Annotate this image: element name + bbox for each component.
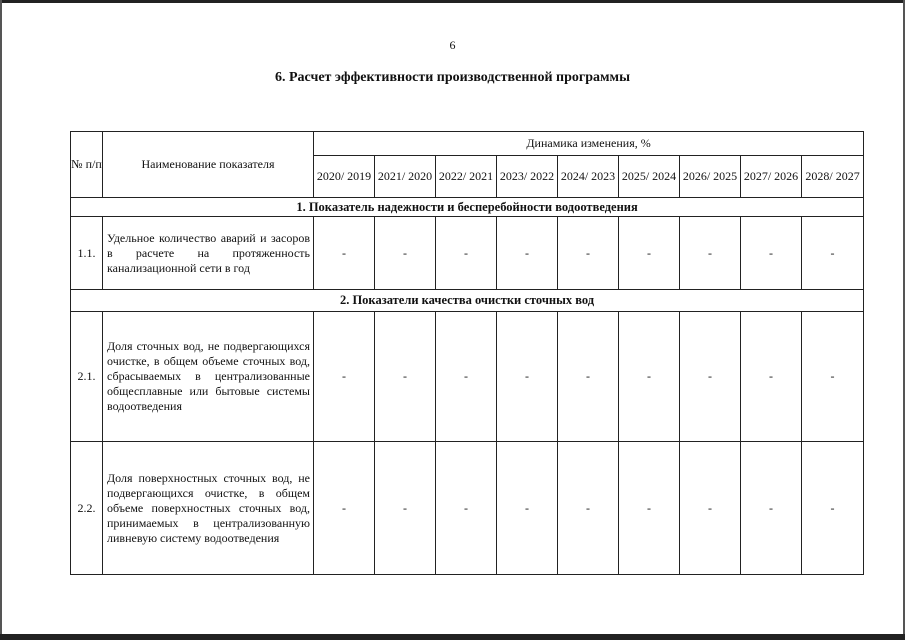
year-header: 2024/ 2023 (558, 156, 619, 198)
value-cell: - (741, 312, 802, 442)
header-number-cell: № п/п (71, 132, 103, 198)
value-cell: - (619, 442, 680, 575)
header-dynamics-cell: Динамика изменения, % (314, 132, 864, 156)
row-number: 2.2. (71, 442, 103, 575)
value-cell: - (375, 217, 436, 290)
value-cell: - (619, 312, 680, 442)
value-cell: - (497, 312, 558, 442)
indicator-name: Доля поверхностных сточных вод, не подвергающихся очистке, в общем объеме поверхностных сточных вод, принимаемых в централизованную ливневую систему водоотведения (103, 442, 314, 575)
value-cell: - (619, 217, 680, 290)
value-cell: - (497, 217, 558, 290)
value-cell: - (314, 312, 375, 442)
indicator-name: Удельное количество аварий и засоров в расчете на протяженность канализационной сети в год (103, 217, 314, 290)
value-cell: - (741, 442, 802, 575)
indicator-name: Доля сточных вод, не подвергающихся очистке, в общем объеме сточных вод, сбрасываемых в централизованные общесплавные или бытовые системы водоотведения (103, 312, 314, 442)
value-cell: - (558, 312, 619, 442)
value-cell: - (436, 217, 497, 290)
year-header: 2026/ 2025 (680, 156, 741, 198)
value-cell: - (558, 217, 619, 290)
table-row (71, 312, 864, 442)
year-header: 2027/ 2026 (741, 156, 802, 198)
scan-edge-left (0, 0, 2, 640)
value-cell: - (802, 312, 864, 442)
year-header: 2021/ 2020 (375, 156, 436, 198)
value-cell: - (375, 312, 436, 442)
value-cell: - (436, 312, 497, 442)
page-title: 6. Расчет эффективности производственной программы (274, 70, 631, 85)
value-cell: - (497, 442, 558, 575)
year-header: 2022/ 2021 (436, 156, 497, 198)
value-cell: - (680, 442, 741, 575)
year-header: 2023/ 2022 (497, 156, 558, 198)
header-name-cell: Наименование показателя (103, 132, 314, 198)
year-header: 2028/ 2027 (802, 156, 864, 198)
efficiency-table (70, 131, 864, 575)
value-cell: - (741, 217, 802, 290)
value-cell: - (314, 442, 375, 575)
year-header: 2025/ 2024 (619, 156, 680, 198)
section-row-2 (71, 290, 864, 312)
value-cell: - (680, 217, 741, 290)
section-heading: 1. Показатель надежности и бесперебойности водоотведения (71, 198, 864, 217)
page-number: 6 (449, 38, 456, 52)
value-cell: - (802, 442, 864, 575)
row-number: 1.1. (71, 217, 103, 290)
table-row (71, 442, 864, 575)
scan-edge-top (0, 0, 905, 3)
table-row (71, 217, 864, 290)
scan-edge-bottom (0, 634, 905, 640)
value-cell: - (558, 442, 619, 575)
row-number: 2.1. (71, 312, 103, 442)
section-heading: 2. Показатели качества очистки сточных вод (71, 290, 864, 312)
section-row-1 (71, 198, 864, 217)
value-cell: - (436, 442, 497, 575)
header-row-1 (71, 132, 864, 156)
value-cell: - (680, 312, 741, 442)
value-cell: - (314, 217, 375, 290)
value-cell: - (375, 442, 436, 575)
year-header: 2020/ 2019 (314, 156, 375, 198)
value-cell: - (802, 217, 864, 290)
